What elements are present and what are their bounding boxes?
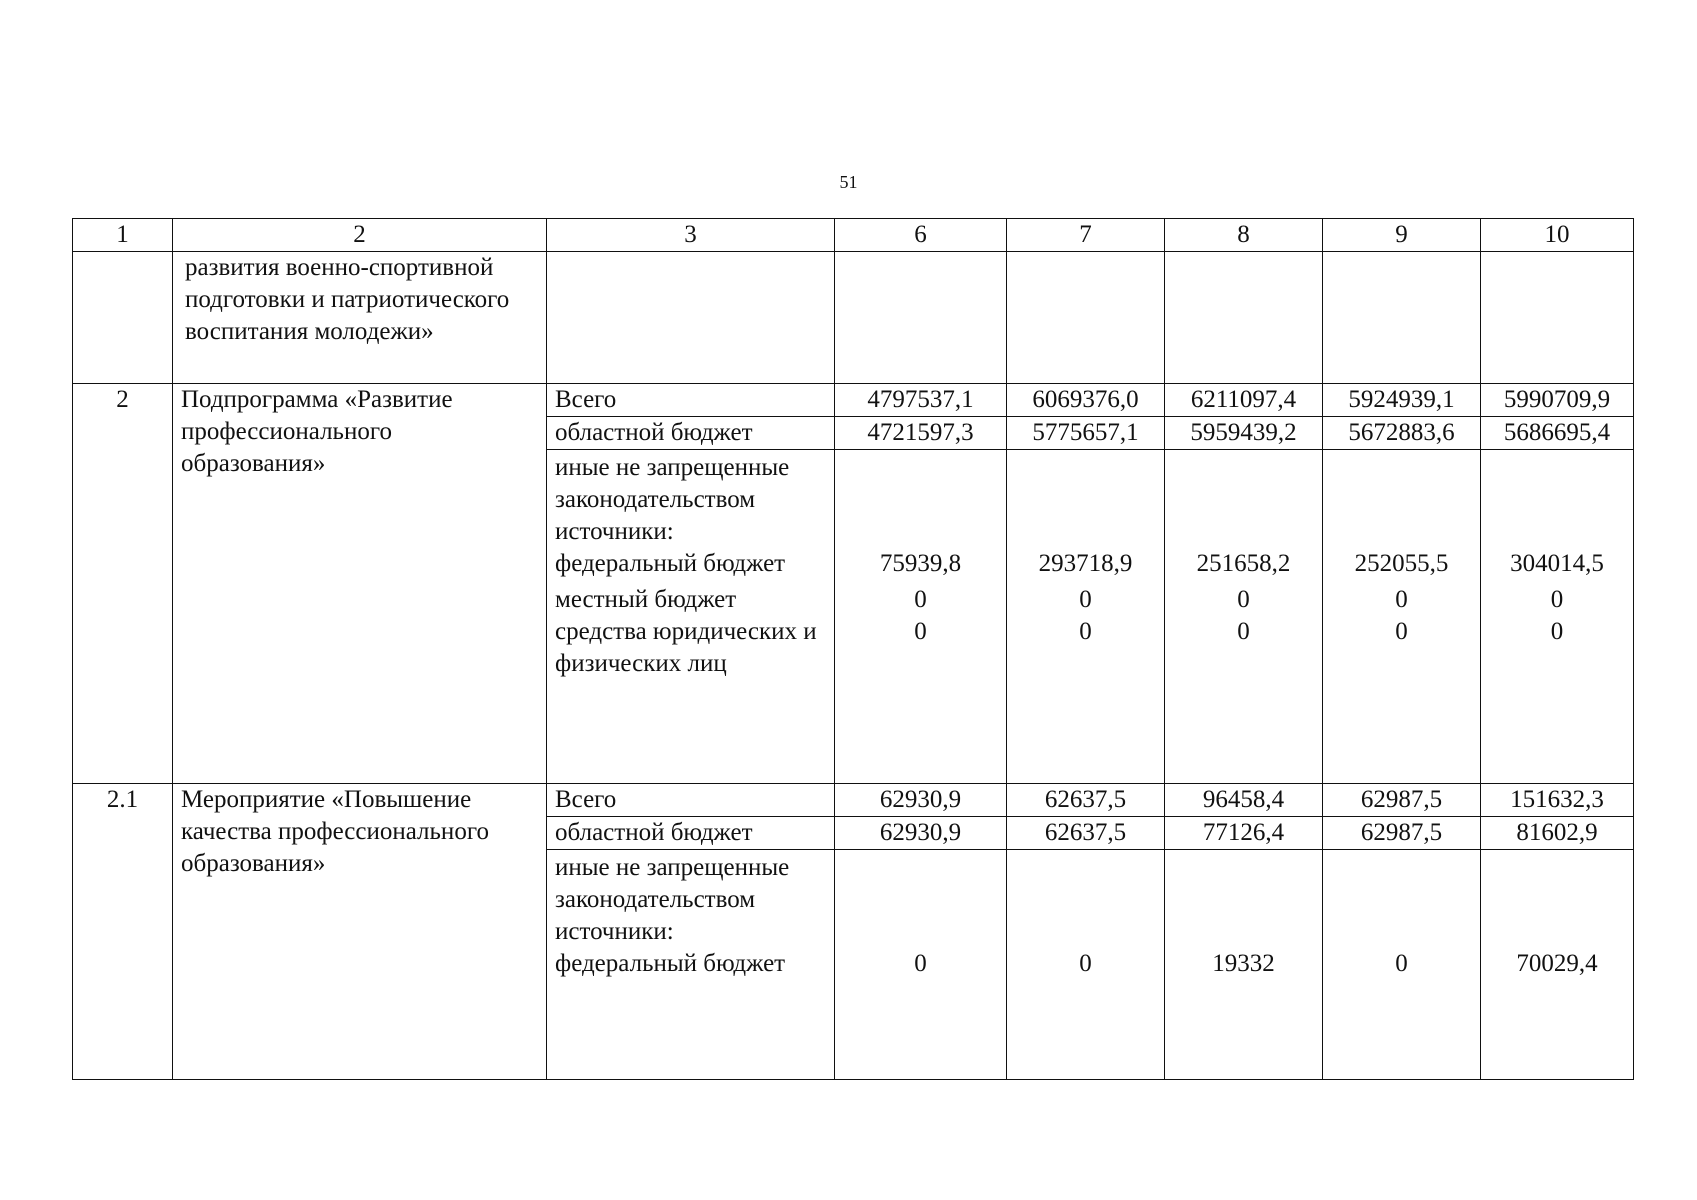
- value-cell: 0: [1550, 618, 1564, 645]
- source-label: иные не запрещенные законодательством источники:: [555, 854, 790, 945]
- table-row: [73, 784, 1634, 817]
- source-label: Всего: [547, 384, 835, 417]
- value-cell: 5775657,1: [1007, 417, 1165, 450]
- value-cell: 293718,9: [1038, 550, 1133, 577]
- program-name: развития военно-спортивной подготовки и патриотического воспитания молодежи»: [173, 252, 547, 384]
- value-cell: 0: [1395, 618, 1408, 645]
- value-cell: 0: [1550, 586, 1564, 613]
- value-cell: 304014,5: [1510, 550, 1604, 577]
- value-cell: 77126,4: [1165, 817, 1323, 850]
- source-label: федеральный бюджет: [555, 950, 786, 977]
- value-cell: 96458,4: [1165, 784, 1323, 817]
- header-cell: 10: [1481, 219, 1634, 252]
- value-cell: 5686695,4: [1481, 417, 1634, 450]
- value-cell: 252055,5: [1354, 550, 1449, 577]
- value-cell: 81602,9: [1481, 817, 1634, 850]
- value-cell: 0: [1237, 618, 1250, 645]
- value-cell: 0: [1395, 950, 1408, 977]
- value-cell: 62637,5: [1007, 784, 1165, 817]
- value-cell: 4797537,1: [835, 384, 1007, 417]
- value-cell: 0: [1237, 586, 1250, 613]
- value-cell: 6211097,4: [1165, 384, 1323, 417]
- row-number: 2.1: [73, 784, 173, 1080]
- value-cell: 5959439,2: [1165, 417, 1323, 450]
- value-cell: 62930,9: [835, 784, 1007, 817]
- table-row: [73, 384, 1634, 417]
- header-cell: 8: [1165, 219, 1323, 252]
- value-cell: 75939,8: [879, 550, 962, 577]
- value-cell: 5672883,6: [1323, 417, 1481, 450]
- value-cell: 5924939,1: [1323, 384, 1481, 417]
- header-cell: 7: [1007, 219, 1165, 252]
- header-cell: 1: [73, 219, 173, 252]
- value-cell: 62987,5: [1323, 784, 1481, 817]
- value-cell: 0: [914, 618, 927, 645]
- value-cell: 70029,4: [1516, 950, 1598, 977]
- value-cell: 62987,5: [1323, 817, 1481, 850]
- value-cell: 251658,2: [1196, 550, 1291, 577]
- value-cell: 0: [1079, 586, 1092, 613]
- value-cell: 0: [914, 586, 927, 613]
- value-cell: 151632,3: [1481, 784, 1634, 817]
- value-cell: 0: [914, 950, 927, 977]
- source-label: федеральный бюджет: [555, 550, 786, 577]
- value-cell: 5990709,9: [1481, 384, 1634, 417]
- value-cell: 19332: [1212, 950, 1275, 977]
- header-cell: 3: [547, 219, 835, 252]
- header-row: [73, 219, 1634, 252]
- continuation-row: [73, 252, 1634, 384]
- measure-name: Мероприятие «Повышение качества профессионального образования»: [173, 784, 547, 1080]
- budget-table: [72, 218, 1634, 1080]
- source-label: областной бюджет: [547, 817, 835, 850]
- page-number: 51: [839, 172, 858, 192]
- source-label: иные не запрещенные законодательством источники:: [555, 454, 790, 545]
- source-label: местный бюджет: [555, 586, 737, 613]
- value-cell: 0: [1395, 586, 1408, 613]
- value-cell: 62637,5: [1007, 817, 1165, 850]
- value-cell: 62930,9: [835, 817, 1007, 850]
- value-cell: 4721597,3: [835, 417, 1007, 450]
- value-cell: 0: [1079, 618, 1092, 645]
- source-label: средства юридических и физических лиц: [555, 618, 817, 677]
- value-cell: 6069376,0: [1007, 384, 1165, 417]
- header-cell: 2: [173, 219, 547, 252]
- value-cell: 0: [1079, 950, 1092, 977]
- subprogram-name: Подпрограмма «Развитие профессионального образования»: [173, 384, 547, 784]
- source-label: Всего: [547, 784, 835, 817]
- row-number: 2: [73, 384, 173, 784]
- header-cell: 6: [835, 219, 1007, 252]
- header-cell: 9: [1323, 219, 1481, 252]
- source-label: областной бюджет: [547, 417, 835, 450]
